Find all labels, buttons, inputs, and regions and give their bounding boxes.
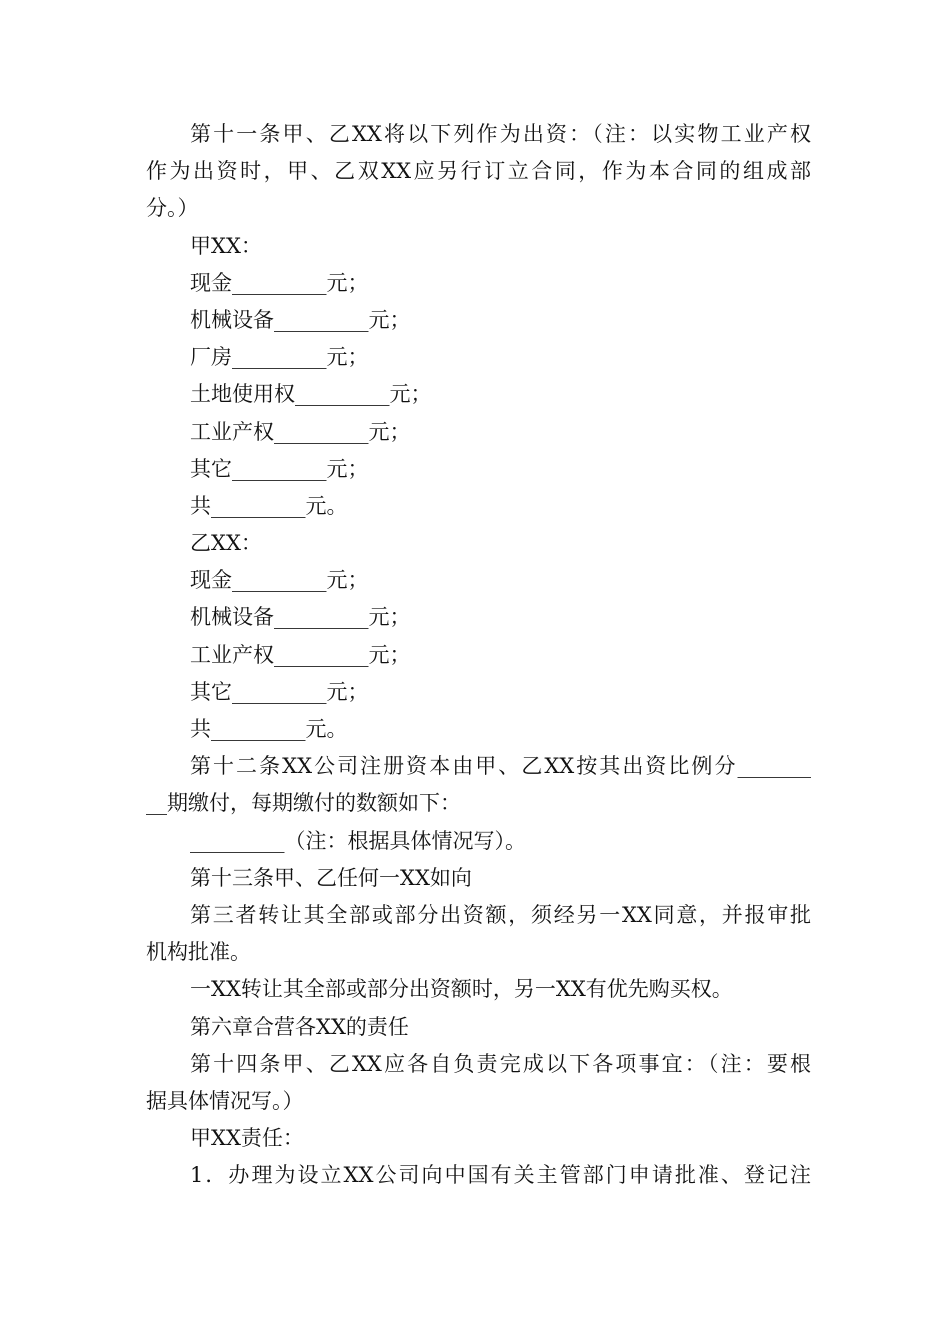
article-12-line-3: _________（注：根据具体情况写）。 bbox=[190, 828, 526, 853]
article-13-line-1: 第十三条甲、乙任何一XX如向 bbox=[190, 865, 472, 890]
document-body bbox=[146, 116, 811, 1194]
party-b-heading: 乙XX： bbox=[190, 531, 262, 556]
party-b-other: 其它_________元； bbox=[190, 679, 369, 704]
party-a-other: 其它_________元； bbox=[190, 456, 369, 481]
party-a-machinery: 机械设备_________元； bbox=[190, 307, 411, 332]
article-12-line-1: 第十二条XX公司注册资本由甲、乙XX按其出资比例分_______ bbox=[190, 754, 811, 779]
article-11-line-1: 第十一条甲、乙XX将以下列作为出资：（注：以实物工业产权 bbox=[190, 122, 811, 146]
party-a-total: 共_________元。 bbox=[190, 493, 348, 518]
party-a-plant: 厂房_________元； bbox=[190, 345, 369, 370]
party-a-land-use-right: 土地使用权_________元； bbox=[190, 382, 432, 407]
responsibility-item-1: 1．办理为设立XX公司向中国有关主管部门申请批准、登记注 bbox=[190, 1163, 811, 1188]
party-a-heading: 甲XX： bbox=[190, 233, 262, 258]
party-a-cash: 现金_________元； bbox=[190, 270, 369, 295]
article-13-line-4: 一XX转让其全部或部分出资额时，另一XX有优先购买权。 bbox=[190, 977, 733, 1002]
article-13-line-3: 机构批准。 bbox=[146, 940, 251, 965]
party-a-industrial-property: 工业产权_________元； bbox=[190, 419, 411, 444]
party-b-machinery: 机械设备_________元； bbox=[190, 605, 411, 630]
article-13-line-2: 第三者转让其全部或部分出资额，须经另一XX同意，并报审批 bbox=[190, 902, 811, 927]
article-11-line-2: 作为出资时，甲、乙双XX应另行订立合同，作为本合同的组成部 bbox=[146, 159, 811, 184]
article-14-line-1: 第十四条甲、乙XX应各自负责完成以下各项事宜：（注：要根 bbox=[190, 1051, 811, 1076]
party-a-responsibilities-heading: 甲XX责任： bbox=[190, 1126, 304, 1151]
chapter-6-heading: 第六章合营各XX的责任 bbox=[190, 1014, 409, 1039]
party-b-cash: 现金_________元； bbox=[190, 568, 369, 593]
article-11-line-3: 分。） bbox=[146, 196, 199, 221]
article-14-line-2: 据具体情况写。） bbox=[146, 1088, 304, 1113]
article-12-line-2: __期缴付，每期缴付的数额如下： bbox=[146, 791, 461, 816]
party-b-industrial-property: 工业产权_________元； bbox=[190, 642, 411, 667]
party-b-total: 共_________元。 bbox=[190, 717, 348, 741]
